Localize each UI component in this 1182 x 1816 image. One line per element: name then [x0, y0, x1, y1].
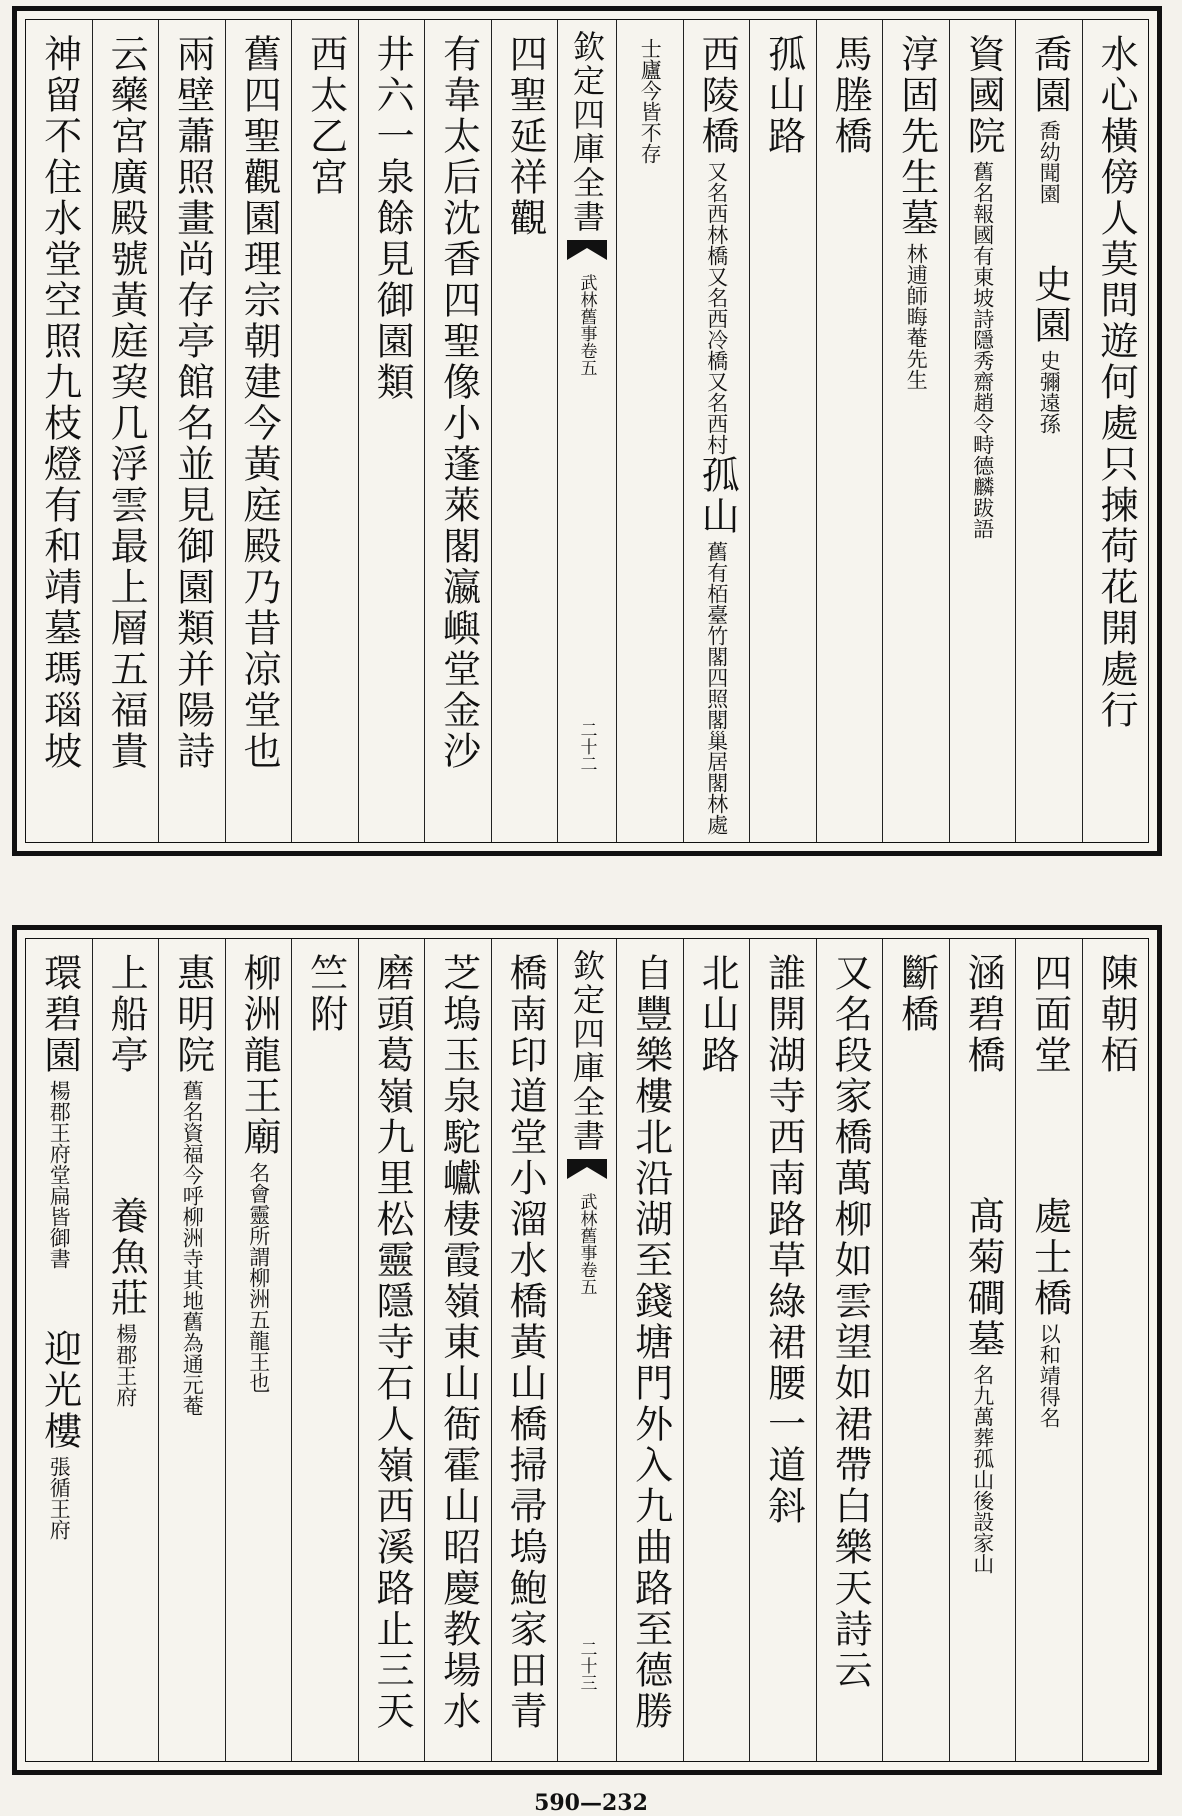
banxin-leaf-number: 二十三	[576, 1640, 597, 1691]
fishtail-mark-icon	[567, 240, 607, 260]
banxin-leaf-number: 二十二	[576, 721, 597, 772]
text-column	[949, 20, 1016, 842]
annotation-text: 張循王府	[47, 1456, 72, 1540]
main-text: 淳固先生墓	[894, 34, 939, 239]
main-text: 北山路	[695, 953, 740, 1076]
main-text: 環碧園	[37, 953, 82, 1076]
main-text: 芝塢玉泉駝巘棲霞嶺東山衙霍山昭慶教場水	[436, 953, 481, 1732]
annotation-text: 楊郡王府	[113, 1323, 138, 1407]
text-column	[26, 939, 92, 1761]
main-text: 孤山路	[761, 34, 806, 157]
banxin-volume: 卷五	[576, 342, 597, 376]
main-text: 舊四聖觀園理宗朝建今黃庭殿乃昔凉堂也	[237, 34, 282, 772]
main-text: 喬園	[1027, 34, 1072, 116]
center-fold-banxin	[557, 20, 616, 842]
annotation-text: 又名西林橋又名西冷橋又名西村	[704, 161, 729, 455]
main-text: 史園	[1027, 264, 1072, 346]
annotation-text: 舊有栢臺竹閣四照閣巢居閣林處	[704, 541, 729, 835]
main-text: 上船亭	[104, 953, 149, 1076]
text-column	[424, 20, 491, 842]
text-column	[1015, 939, 1082, 1761]
main-text: 云藥宮廣殿號黃庭巭几浮雲最上層五福貴	[104, 34, 149, 772]
main-text: 神留不住水堂空照九枝燈有和靖墓瑪瑙坡	[37, 34, 82, 772]
text-column	[291, 939, 358, 1761]
text-column	[683, 939, 750, 1761]
main-text: 兩壁蕭照畫尚存亭館名並見御園類并陽詩	[170, 34, 215, 772]
text-column	[225, 20, 292, 842]
main-text: 陳朝栢	[1094, 953, 1139, 1076]
main-text: 四面堂	[1027, 953, 1072, 1076]
annotation-text: 名九萬葬孤山後設家山	[970, 1364, 995, 1574]
annotation-text: 喬幼聞園	[1037, 120, 1062, 204]
page-number: 590—232	[534, 1790, 648, 1816]
main-text: 孤山	[695, 455, 740, 537]
fishtail-mark-icon	[567, 1159, 607, 1179]
text-column	[358, 939, 425, 1761]
main-text: 惠明院	[170, 953, 215, 1076]
text-column	[816, 20, 883, 842]
main-text: 磨頭葛嶺九里松靈隱寺石人嶺西溪路止三天	[370, 953, 415, 1732]
text-column	[882, 20, 949, 842]
main-text: 迎光樓	[37, 1329, 82, 1452]
main-text: 有韋太后沈香四聖像小蓬萊閣瀛嶼堂金沙	[436, 34, 481, 772]
main-text: 四聖延祥觀	[503, 34, 548, 239]
main-text: 資國院	[961, 34, 1006, 157]
center-fold-banxin	[557, 939, 616, 1761]
banxin-title: 欽定四庫全書	[568, 30, 606, 234]
top-page	[12, 6, 1162, 856]
banxin-title: 欽定四庫全書	[568, 949, 606, 1153]
text-column	[158, 939, 225, 1761]
text-column	[816, 939, 883, 1761]
banxin-book-title: 武林舊事	[576, 274, 597, 342]
main-text: 髙菊磵墓	[961, 1196, 1006, 1360]
text-column	[1082, 20, 1149, 842]
annotation-text: 楊郡王府堂扁皆御書	[47, 1080, 72, 1269]
text-column	[26, 20, 92, 842]
main-text: 馬塍橋	[828, 34, 873, 157]
text-column	[616, 20, 683, 842]
text-column	[92, 20, 159, 842]
text-column	[291, 20, 358, 842]
main-text: 橋南印道堂小溜水橋黃山橋掃帚塢鮑家田青	[503, 953, 548, 1732]
text-column	[1082, 939, 1149, 1761]
annotation-text: 舊名報國有東坡詩隱秀齋趙令畤德麟跋語	[970, 161, 995, 539]
text-column	[882, 939, 949, 1761]
main-text: 自豐樂樓北沿湖至錢塘門外入九曲路至德勝	[628, 953, 673, 1732]
text-column	[92, 939, 159, 1761]
main-text: 涵碧橋	[961, 953, 1006, 1076]
annotation-text: 史彌遠孫	[1037, 350, 1062, 434]
main-text: 又名段家橋萬柳如雲望如裙帶白樂天詩云	[828, 953, 873, 1691]
main-text: 養魚莊	[104, 1196, 149, 1319]
bottom-page-frame	[25, 938, 1149, 1762]
bottom-page	[12, 925, 1162, 1775]
text-column	[158, 20, 225, 842]
annotation-text: 名會靈所謂柳洲五龍王也	[246, 1162, 271, 1393]
annotation-text: 士廬今皆不存	[638, 38, 663, 164]
text-column	[683, 20, 750, 842]
text-column	[749, 939, 816, 1761]
main-text: 井六一泉餘見御園類	[370, 34, 415, 403]
main-text: 誰開湖寺西南路草綠裙腰一道斜	[761, 953, 806, 1527]
text-column	[225, 939, 292, 1761]
main-text: 西太乙宮	[303, 34, 348, 198]
banxin-book-title: 武林舊事	[576, 1193, 597, 1261]
text-column	[949, 939, 1016, 1761]
top-page-frame	[25, 19, 1149, 843]
banxin-volume: 卷五	[576, 1261, 597, 1295]
text-column	[424, 939, 491, 1761]
text-column	[491, 20, 558, 842]
text-column	[749, 20, 816, 842]
text-column	[1015, 20, 1082, 842]
annotation-text: 林逋師晦菴先生	[904, 243, 929, 390]
annotation-text: 以和靖得名	[1037, 1323, 1062, 1428]
annotation-text: 舊名資福今呼柳洲寺其地舊為通元菴	[180, 1080, 205, 1416]
main-text: 西陵橋	[695, 34, 740, 157]
main-text: 竺附	[303, 953, 348, 1035]
text-column	[616, 939, 683, 1761]
main-text: 水心橫傍人莫問遊何處只揀荷花開處行	[1094, 34, 1139, 731]
main-text: 柳洲龍王廟	[237, 953, 282, 1158]
text-column	[358, 20, 425, 842]
text-column	[491, 939, 558, 1761]
main-text: 處士橋	[1027, 1196, 1072, 1319]
main-text: 斷橋	[894, 953, 939, 1035]
